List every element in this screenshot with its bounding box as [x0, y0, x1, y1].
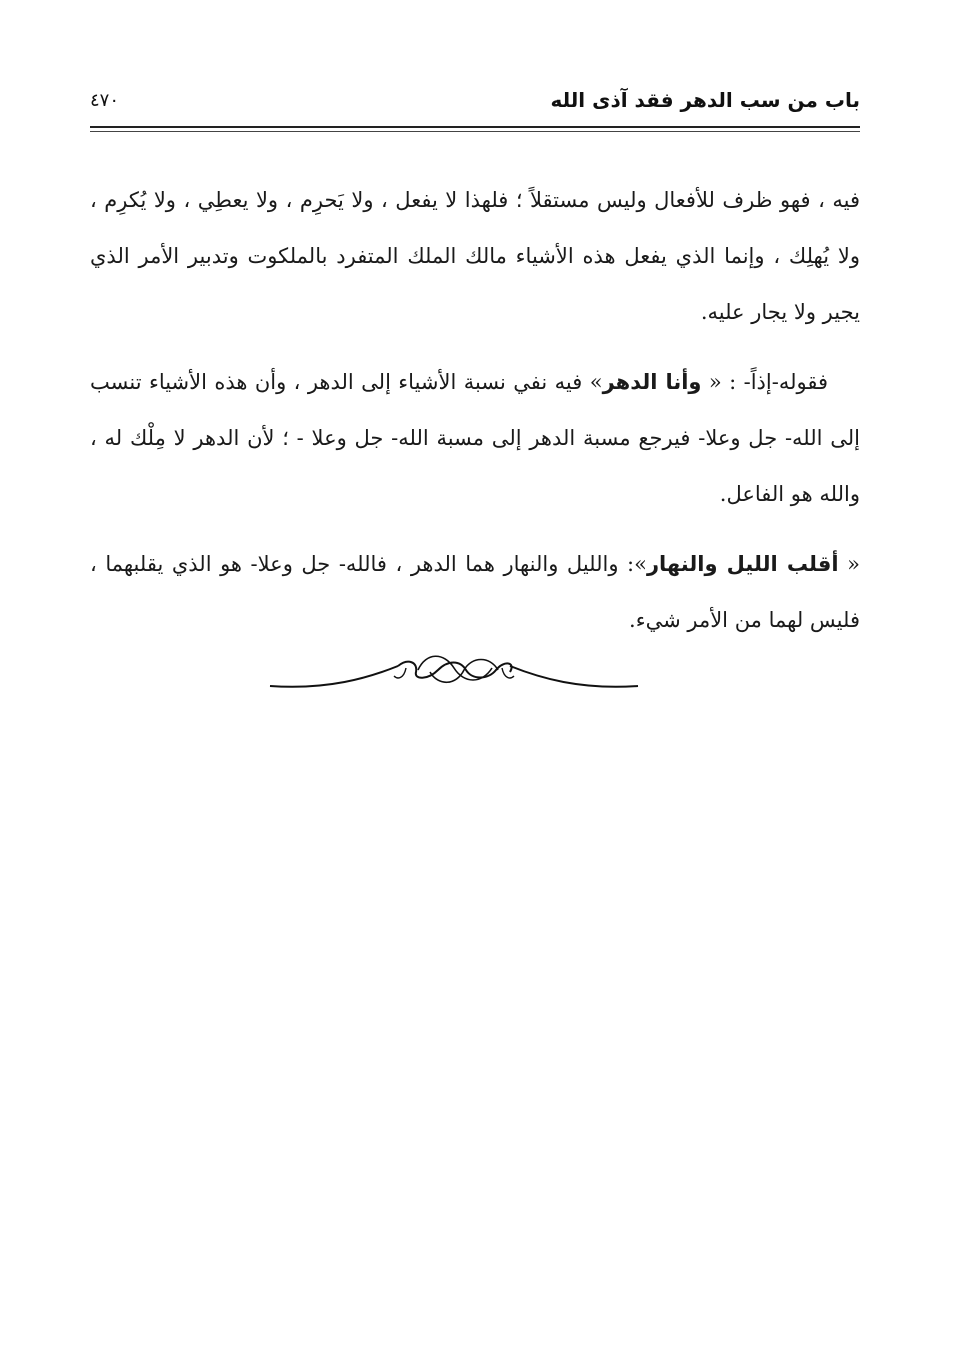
decorative-divider-icon: [268, 648, 640, 696]
paragraph-1: [90, 172, 860, 340]
header-rule-thin: [90, 131, 860, 132]
body-text: [90, 172, 860, 662]
page-number: ٤٧٠: [90, 90, 120, 111]
page-header: [90, 88, 860, 128]
header-rule: [90, 126, 860, 128]
paragraph-2-lead: فقوله-إذاً- : «: [701, 370, 828, 394]
paragraph-2: [90, 354, 860, 522]
paragraph-3-rest: »: والليل والنهار هما الدهر ، فالله- جل وعلا- هو الذي يقلبهما ، فليس لهما من الأمر شيء.: [90, 552, 860, 632]
paragraph-3-lead: «: [838, 552, 860, 576]
paragraph-3: [90, 536, 860, 648]
paragraph-2-rest: » فيه نفي نسبة الأشياء إلى الدهر ، وأن هذه الأشياء تنسب إلى الله- جل وعلا- فيرجع مسبة الدهر إلى مسبة الله- جل وعلا - ؛ لأن الدهر لا مِلْك له ، والله هو الفاعل.: [90, 370, 860, 506]
paragraph-1-text: فيه ، فهو ظرف للأفعال وليس مستقلاً ؛ فلهذا لا يفعل ، ولا يَحرِم ، ولا يعطِي ، ولا يُكرِم ، ولا يُهلِك ، وإنما الذي يفعل هذه الأشياء مالك الملك المتفرد بالملكوت وتدبير الأمر الذي يجير ولا يجار عليه.: [90, 188, 860, 324]
chapter-title: باب من سب الدهر فقد آذى الله: [550, 88, 860, 112]
paragraph-3-quote: أقلب الليل والنهار: [646, 552, 839, 576]
paragraph-2-quote: وأنا الدهر: [602, 370, 702, 394]
